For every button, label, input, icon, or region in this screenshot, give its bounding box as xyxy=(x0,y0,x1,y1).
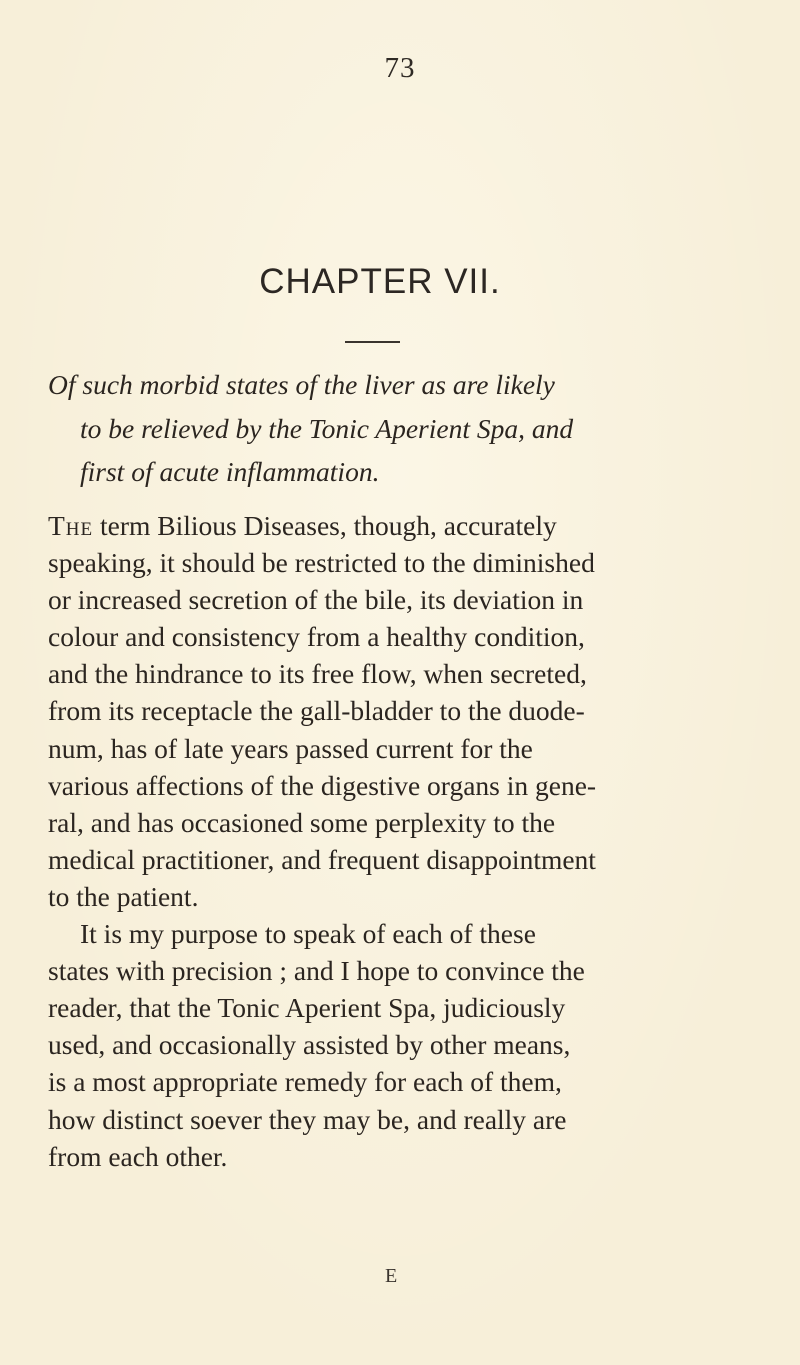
paragraph-line: ral, and has occasioned some perplexity to the xyxy=(48,806,556,838)
title-rule xyxy=(345,341,400,343)
chapter-subtitle xyxy=(48,363,738,494)
subtitle-line: first of acute inflammation. xyxy=(80,456,380,487)
paragraph-line: reader, that the Tonic Aperient Spa, judiciously xyxy=(48,992,566,1024)
paragraph-line: from each other. xyxy=(48,1140,228,1172)
paragraph-line: from its receptacle the gall-bladder to the duode- xyxy=(48,695,585,727)
paragraph-line: and the hindrance to its free flow, when secreted, xyxy=(48,658,587,690)
paragraph-line: speaking, it should be restricted to the diminished xyxy=(48,547,595,579)
paragraph-line: colour and consistency from a healthy condition, xyxy=(48,621,585,653)
paragraph-line: used, and occasionally assisted by other means, xyxy=(48,1029,571,1061)
paragraph-line: states with precision ; and I hope to convince the xyxy=(48,955,585,987)
subtitle-line: Of such morbid states of the liver as are likely xyxy=(48,369,555,400)
drop-word: The xyxy=(48,510,94,541)
paragraph-line: various affections of the digestive organs in gene- xyxy=(48,769,597,801)
paragraph-line: or increased secretion of the bile, its deviation in xyxy=(48,584,584,616)
chapter-title: CHAPTER VII. xyxy=(259,262,501,301)
subtitle-line: to be relieved by the Tonic Aperient Spa, and xyxy=(80,412,574,444)
paragraph-line: medical practitioner, and frequent disappointment xyxy=(48,843,596,875)
paragraph-line: to the patient. xyxy=(48,880,199,912)
body-text xyxy=(48,507,744,1175)
paragraph-line: how distinct soever they may be, and really are xyxy=(48,1103,567,1135)
signature-mark: E xyxy=(385,1265,398,1287)
paragraph-line: is a most appropriate remedy for each of them, xyxy=(48,1066,562,1098)
first-line-text: term Bilious Diseases, though, accurately xyxy=(93,510,557,541)
page-number: 73 xyxy=(384,52,416,84)
paragraph-line: It is my purpose to speak of each of these xyxy=(80,918,536,950)
paragraph-line: num, has of late years passed current for the xyxy=(48,732,533,764)
paragraph-line xyxy=(48,507,744,544)
